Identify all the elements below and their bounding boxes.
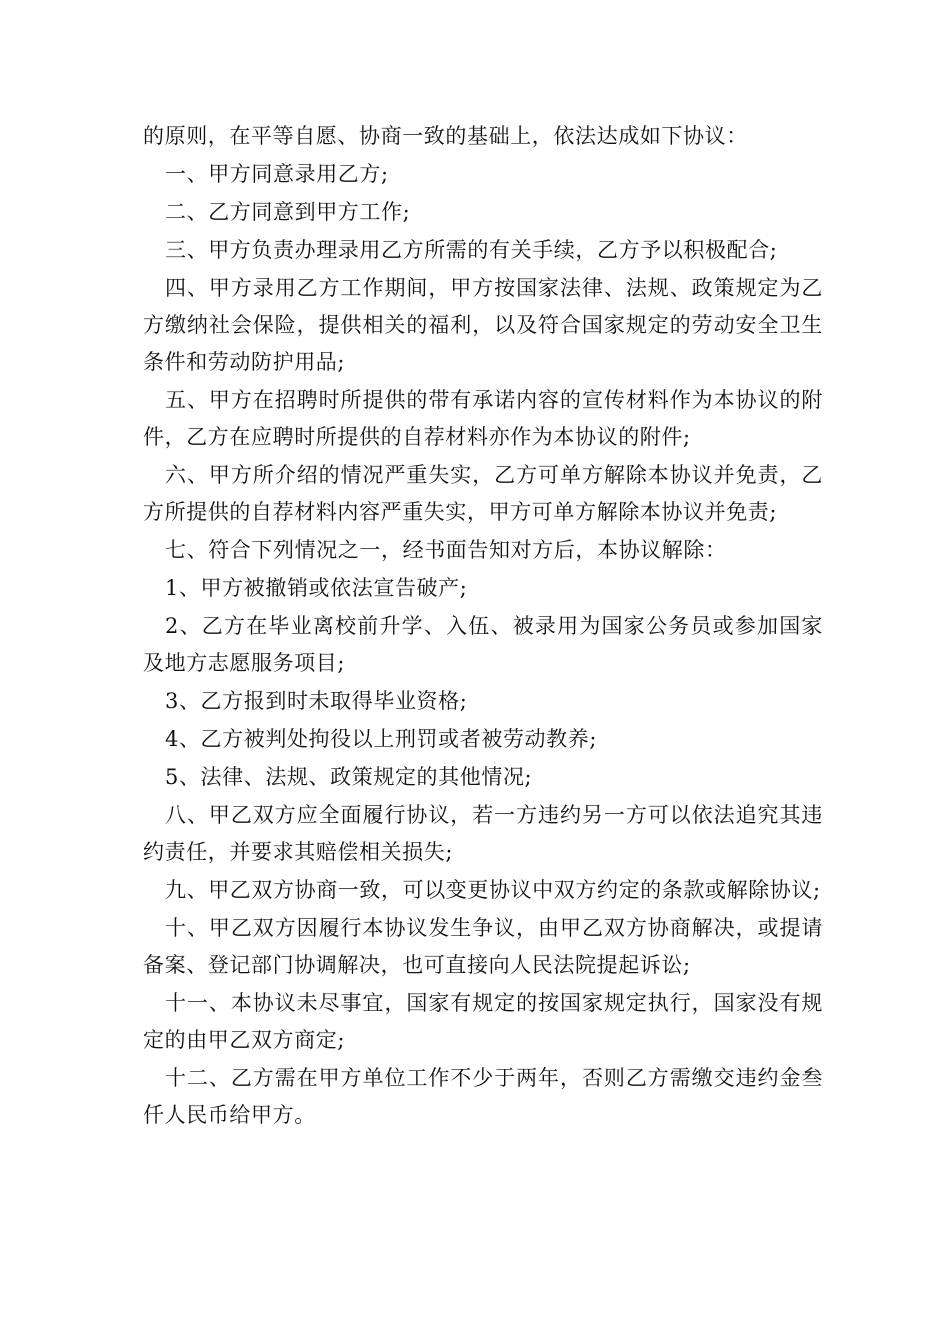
- clause-6: 六、甲方所介绍的情况严重失实，乙方可单方解除本协议并免责，乙方所提供的自荐材料内容严重失实，甲方可单方解除本协议并免责;: [143, 463, 823, 524]
- clause-7-item-1: 1、甲方被撤销或依法宣告破产;: [165, 576, 468, 600]
- clause-5: 五、甲方在招聘时所提供的带有承诺内容的宣传材料作为本协议的附件，乙方在应聘时所提供的自荐材料亦作为本协议的附件;: [143, 388, 823, 449]
- clause-2: 二、乙方同意到甲方工作;: [165, 200, 411, 224]
- clause-3: 三、甲方负责办理录用乙方所需的有关手续，乙方予以积极配合;: [165, 238, 778, 262]
- clause-7-item-5: 5、法律、法规、政策规定的其他情况;: [165, 765, 533, 789]
- clause-10: 十、甲乙双方因履行本协议发生争议，由甲乙双方协商解决，或提请备案、登记部门协调解决，也可直接向人民法院提起诉讼;: [143, 916, 823, 977]
- clause-7-item-3: 3、乙方报到时未取得毕业资格;: [165, 689, 468, 713]
- clause-4: 四、甲方录用乙方工作期间，甲方按国家法律、法规、政策规定为乙方缴纳社会保险，提供相关的福利，以及符合国家规定的劳动安全卫生条件和劳动防护用品;: [143, 276, 823, 374]
- clause-9: 九、甲乙双方协商一致，可以变更协议中双方约定的条款或解除协议;: [165, 878, 821, 902]
- clause-1: 一、甲方同意录用乙方;: [165, 162, 389, 186]
- clause-7: 七、符合下列情况之一，经书面告知对方后，本协议解除：: [165, 538, 727, 562]
- document-body: [143, 118, 823, 1135]
- clause-11: 十一、本协议未尽事宜，国家有规定的按国家规定执行，国家没有规定的由甲乙双方商定;: [143, 991, 823, 1052]
- paragraph-intro: 的原则，在平等自愿、协商一致的基础上，依法达成如下协议：: [143, 124, 748, 148]
- clause-8: 八、甲乙双方应全面履行协议，若一方违约另一方可以依法追究其违约责任，并要求其赔偿相关损失;: [143, 803, 823, 864]
- clause-7-item-4: 4、乙方被判处拘役以上刑罚或者被劳动教养;: [165, 727, 598, 751]
- clause-12: 十二、乙方需在甲方单位工作不少于两年，否则乙方需缴交违约金叁仟人民币给甲方。: [143, 1066, 823, 1127]
- clause-7-item-2: 2、乙方在毕业离校前升学、入伍、被录用为国家公务员或参加国家及地方志愿服务项目;: [143, 614, 823, 675]
